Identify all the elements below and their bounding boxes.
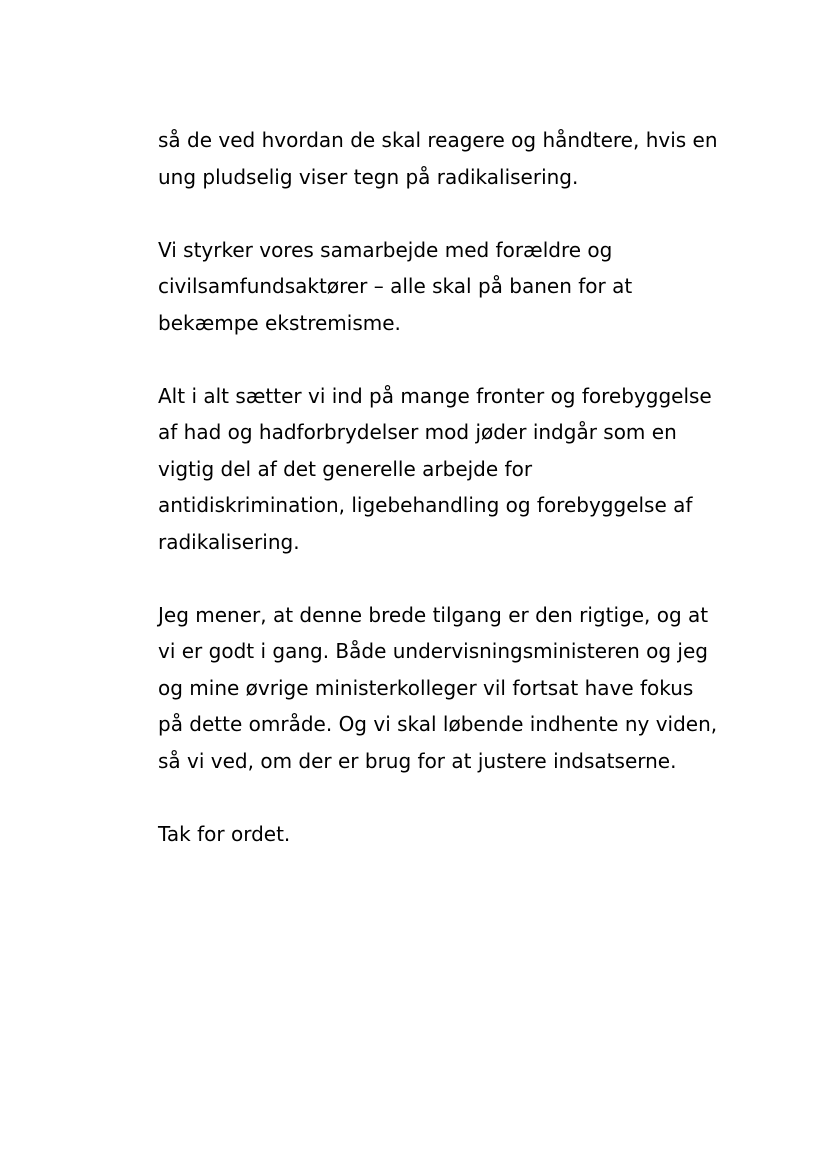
text-line: af had og hadforbrydelser mod jøder indgår som en xyxy=(158,420,677,444)
body-text xyxy=(158,122,758,889)
text-line: civilsamfundsaktører – alle skal på banen for at xyxy=(158,274,633,298)
text-line: antidiskrimination, ligebehandling og forebyggelse af xyxy=(158,493,693,517)
text-line: på dette område. Og vi skal løbende indhente ny viden, xyxy=(158,712,718,736)
text-line: radikalisering. xyxy=(158,529,300,554)
text-line: og mine øvrige ministerkolleger vil fortsat have fokus xyxy=(158,675,694,700)
paragraph-3 xyxy=(158,378,758,561)
paragraph-4 xyxy=(158,597,758,780)
text-line: så de ved hvordan de skal reagere og håndtere, hvis en xyxy=(158,128,718,152)
text-line: Alt i alt sætter vi ind på mange fronter og forebyggelse xyxy=(158,383,712,408)
paragraph-1 xyxy=(158,122,758,195)
text-line: Vi styrker vores samarbejde med forældre og xyxy=(158,237,613,262)
text-line: ung pludselig viser tegn på radikalisering. xyxy=(158,164,579,189)
text-line: bekæmpe ekstremisme. xyxy=(158,310,401,335)
text-line: Jeg mener, at denne brede tilgang er den rigtige, og at xyxy=(158,602,709,627)
paragraph-2 xyxy=(158,232,758,342)
text-line: vigtig del af det generelle arbejde for xyxy=(158,456,533,481)
text-line: Tak for ordet. xyxy=(158,821,291,846)
text-line: så vi ved, om der er brug for at justere indsatserne. xyxy=(158,748,677,773)
paragraph-5 xyxy=(158,816,758,853)
text-line: vi er godt i gang. Både undervisningsministeren og jeg xyxy=(158,639,708,663)
